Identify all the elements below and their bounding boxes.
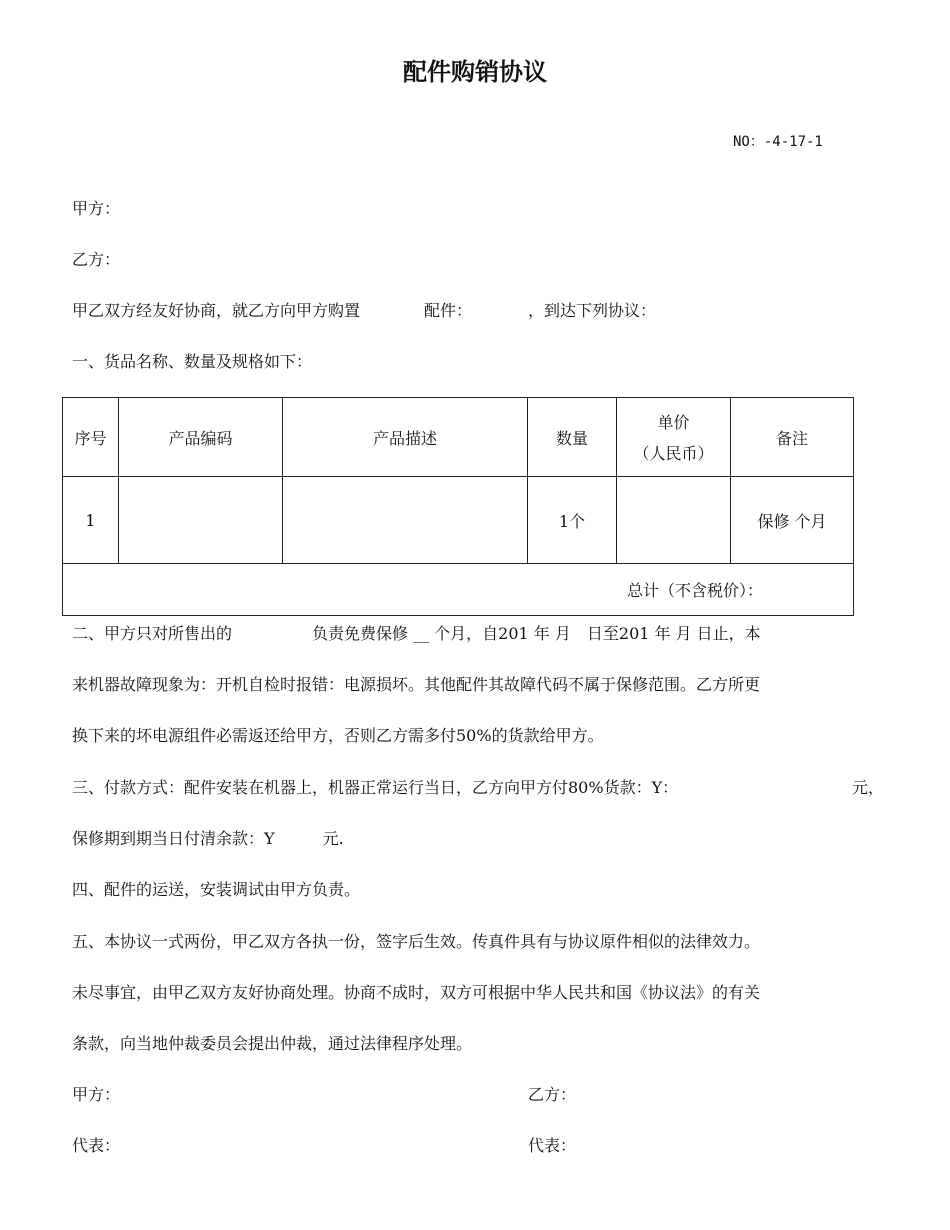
total-label: 总计（不含税价）： [626, 581, 763, 600]
header-price-label: 单价 [657, 413, 690, 432]
party-b-label: 乙方： [72, 250, 121, 269]
section-1-heading: 一、货品名称、数量及规格如下： [72, 352, 313, 371]
section-2-line-1: 二、甲方只对所售出的 负责免费保修 __ 个月，自201 年 月 日至201 年 月 日止，本 [72, 624, 761, 643]
table-header-row [63, 398, 854, 477]
signature-party-b: 乙方： [528, 1085, 577, 1104]
cell-seq: 1 [63, 477, 119, 564]
section-3-line-1: 三、付款方式：配件安装在机器上，机器正常运行当日，乙方向甲方付80%货款：Y： [72, 778, 679, 797]
goods-table [62, 397, 854, 616]
table-row [63, 477, 854, 564]
cell-note: 保修 个月 [731, 477, 854, 564]
signature-party-a: 甲方： [72, 1085, 121, 1104]
header-note: 备注 [731, 398, 854, 477]
cell-qty: 1个 [528, 477, 617, 564]
header-code: 产品编码 [119, 398, 283, 477]
document-title: 配件购销协议 [403, 58, 547, 86]
section-2-line-2: 来机器故障现象为：开机自检时报错：电源损坏。其他配件其故障代码不属于保修范围。乙方所更 [72, 675, 761, 694]
cell-desc [283, 477, 528, 564]
party-a-label: 甲方： [72, 199, 121, 218]
section-3-line-2: 保修期到期当日付清余款：Y 元. [72, 829, 344, 848]
header-price-unit: （人民币） [633, 444, 714, 463]
signature-rep-b: 代表： [528, 1136, 577, 1155]
header-seq: 序号 [63, 398, 119, 477]
cell-code [119, 477, 283, 564]
total-cell [63, 564, 854, 616]
section-5-line-3: 条款，向当地仲裁委员会提出仲裁，通过法律程序处理。 [72, 1034, 473, 1053]
signature-rep-a: 代表： [72, 1136, 121, 1155]
header-desc: 产品描述 [283, 398, 528, 477]
cell-price [617, 477, 731, 564]
header-price [617, 398, 731, 477]
section-2-line-3: 换下来的坏电源组件必需返还给甲方，否则乙方需多付50%的货款给甲方。 [72, 726, 604, 745]
document-number: NO：-4-17-1 [733, 134, 823, 150]
section-3-line-1-end: 元， [852, 778, 885, 797]
section-5-line-2: 未尽事宜，由甲乙双方友好协商处理。协商不成时，双方可根据中华人民共和国《协议法》的有关 [72, 983, 761, 1002]
section-5-line-1: 五、本协议一式两份，甲乙双方各执一份，签字后生效。传真件具有与协议原件相似的法律效力。 [72, 932, 761, 951]
section-4: 四、配件的运送，安装调试由甲方负责。 [72, 880, 361, 899]
table-total-row [63, 564, 854, 616]
intro-paragraph: 甲乙双方经友好协商，就乙方向甲方购置 配件： ，到达下列协议： [72, 301, 657, 320]
header-qty: 数量 [528, 398, 617, 477]
